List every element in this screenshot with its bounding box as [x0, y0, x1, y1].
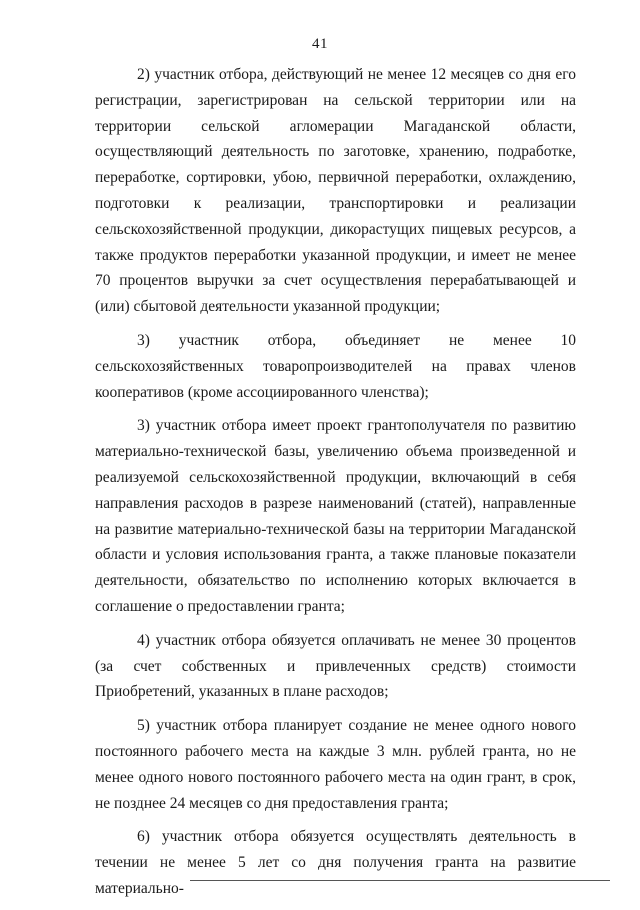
footer-rule	[190, 880, 610, 881]
paragraph-item-5: 5) участник отбора планирует создание не менее одного нового постоянного рабочего места на каждые 3 млн. рублей гранта, но не менее одного нового постоянного рабочего места на один грант, в срок, не позднее 24 месяцев со дня предоставления гранта;	[95, 717, 576, 812]
paragraph-item-4: 4) участник отбора обязуется оплачивать не менее 30 процентов (за счет собственных и привлеченных средств) стоимости Приобретений, указанных в плане расходов;	[95, 631, 576, 701]
paragraph-item-3b: 3) участник отбора имеет проект грантополучателя по развитию материально-технической базы, увеличению объема произведенной и реализуемой сельскохозяйственной продукции, включающий в себя направления расходов в разрезе наименований (статей), направленные на развитие материально-технической базы на территории Магаданской области и условия использования гранта, а также плановые показатели деятельности, обязательство по исполнению которых включается в соглашение о предоставлении гранта;	[95, 417, 576, 615]
paragraph-item-6: 6) участник отбора обязуется осуществлять деятельность в течении не менее 5 лет со дня получения гранта на развитие материально-	[95, 828, 576, 897]
document-body	[95, 62, 576, 910]
paragraph-item-3a: 3) участник отбора, объединяет не менее 10 сельскохозяйственных товаропроизводителей на правах членов кооперативов (кроме ассоциированного членства);	[95, 331, 576, 401]
page-number: 41	[312, 36, 328, 52]
paragraph-item-2: 2) участник отбора, действующий не менее 12 месяцев со дня его регистрации, зарегистрирован на сельской территории или на территории сельской агломерации Магаданской области, осуществляющий деятельность по заготовке, хранению, подработке, переработке, сортировки, убою, первичной переработки, охлаждению, подготовки к реализации, транспортировки и реализации сельскохозяйственной продукции, дикорастущих пищевых ресурсов, а также продуктов переработки указанной продукции, и имеет не менее 70 процентов выручки за счет осуществления перерабатывающей и (или) сбытовой деятельности указанной продукции;	[95, 66, 576, 316]
